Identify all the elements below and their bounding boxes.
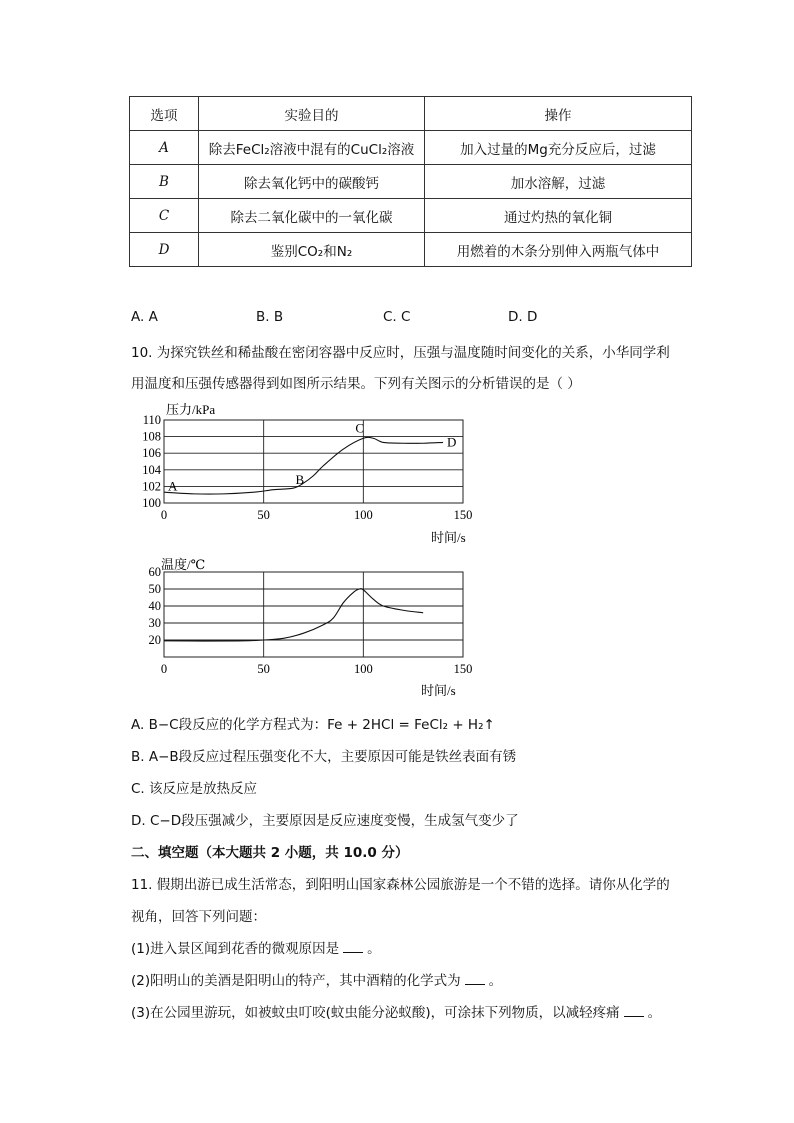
pressure-x-tick-label: 0 (160, 508, 168, 522)
q11-sub1-text: (1)进入景区闻到花香的微观原因是 (131, 941, 340, 957)
cell-option: A (130, 131, 199, 165)
q11-sub3-text: (3)在公园里游玩，如被蚊虫叮咬(蚊虫能分泌蚁酸)，可涂抹下列物质，以减轻疼痛 (131, 1005, 620, 1021)
answer-blank[interactable] (343, 942, 363, 953)
q11-line1: 11. 假期出游已成生活常态，到阳明山国家森林公园旅游是一个不错的选择。请你从化学的 (131, 877, 670, 893)
pressure-xlabel: 时间/s (431, 530, 466, 545)
table-row (130, 131, 692, 165)
section-title: 二、填空题（本大题共 2 小题，共 10.0 分） (131, 845, 409, 861)
pressure-point-label-b: B (295, 471, 305, 487)
temperature-xlabel: 时间/s (421, 683, 456, 698)
cell-option: D (130, 233, 199, 267)
pressure-point-label-d: D (447, 434, 457, 450)
q10-option-d[interactable]: D. C−D段压强减少，主要原因是反应速度变慢，生成氢气变少了 (131, 813, 519, 829)
pressure-point-label-a: A (167, 478, 178, 494)
pressure-y-tick-label: 100 (142, 496, 161, 510)
pressure-x-tick-label: 100 (353, 508, 373, 522)
table-row (130, 165, 692, 199)
pressure-point-label-c: C (355, 420, 365, 436)
temperature-x-tick-label: 0 (160, 662, 168, 676)
table-row (130, 199, 692, 233)
cell-purpose: 除去FeCl₂溶液中混有的CuCl₂溶液 (199, 131, 425, 165)
cell-operation: 通过灼热的氧化铜 (425, 199, 692, 233)
temperature-y-tick-label: 30 (148, 616, 161, 630)
q11-sub1 (131, 937, 381, 957)
temperature-y-tick-label: 20 (148, 633, 161, 647)
q11-sub3-end: 。 (647, 1005, 662, 1021)
pressure-plot-frame (164, 420, 463, 503)
header-option: 选项 (130, 97, 199, 131)
q9-choice-d[interactable]: D. D (508, 309, 538, 325)
temperature-x-tick-label: 50 (257, 662, 270, 676)
pressure-y-tick-label: 108 (142, 429, 161, 444)
table-header-row (130, 97, 692, 131)
q11-line2: 视角，回答下列问题： (131, 909, 266, 925)
pressure-y-tick-label: 106 (142, 446, 161, 461)
table-row (130, 233, 692, 267)
q11-sub2 (131, 969, 502, 989)
temperature-y-tick-label: 40 (148, 599, 161, 613)
answer-blank[interactable] (624, 1006, 644, 1017)
temperature-x-tick-label: 150 (453, 662, 473, 676)
pressure-ylabel: 压力/kPa (166, 402, 216, 417)
cell-purpose: 鉴别CO₂和N₂ (199, 233, 425, 267)
q9-choice-b[interactable]: B. B (256, 309, 284, 325)
cell-operation: 用燃着的木条分别伸入两瓶气体中 (425, 233, 692, 267)
q10-option-b[interactable]: B. A−B段反应过程压强变化不大，主要原因可能是铁丝表面有锈 (131, 749, 517, 765)
pressure-x-tick-label: 150 (453, 508, 473, 522)
answer-blank[interactable] (465, 974, 485, 985)
pressure-y-tick-label: 104 (142, 462, 161, 477)
cell-purpose: 除去二氧化碳中的一氧化碳 (199, 199, 425, 233)
cell-option: B (130, 165, 199, 199)
q10-option-c[interactable]: C. 该反应是放热反应 (131, 781, 258, 797)
temperature-plot-frame (164, 572, 463, 657)
header-purpose: 实验目的 (199, 97, 425, 131)
temperature-chart (128, 553, 488, 703)
pressure-chart (128, 398, 488, 548)
options-table (129, 96, 692, 267)
q11-sub1-end: 。 (367, 941, 381, 957)
cell-option: C (130, 199, 199, 233)
pressure-y-tick-label: 102 (142, 479, 161, 494)
cell-operation: 加入过量的Mg充分反应后，过滤 (425, 131, 692, 165)
temperature-ylabel: 温度/℃ (161, 557, 206, 572)
temperature-y-tick-label: 50 (148, 582, 161, 596)
q11-sub2-text: (2)阳明山的美酒是阳明山的特产，其中酒精的化学式为 (131, 973, 461, 989)
q11-sub2-end: 。 (488, 973, 503, 989)
cell-purpose: 除去氧化钙中的碳酸钙 (199, 165, 425, 199)
pressure-x-tick-label: 50 (257, 508, 270, 522)
pressure-y-tick-label: 110 (142, 413, 161, 427)
temperature-y-tick-label: 60 (148, 565, 161, 579)
q10-option-a[interactable]: A. B−C段反应的化学方程式为：Fe + 2HCl = FeCl₂ + H₂↑ (131, 717, 495, 733)
q9-choice-a[interactable]: A. A (131, 309, 158, 325)
q11-sub3 (131, 1001, 661, 1021)
q10-stem-line2: 用温度和压强传感器得到如图所示结果。下列有关图示的分析错误的是（ ） (131, 376, 581, 392)
temperature-x-tick-label: 100 (353, 662, 373, 676)
header-operation: 操作 (425, 97, 692, 131)
temperature-series-line (164, 589, 423, 641)
q9-choice-c[interactable]: C. C (383, 309, 411, 325)
cell-operation: 加水溶解，过滤 (425, 165, 692, 199)
q10-stem-line1: 10. 为探究铁丝和稀盐酸在密闭容器中反应时，压强与温度随时间变化的关系，小华同学利 (131, 345, 670, 361)
